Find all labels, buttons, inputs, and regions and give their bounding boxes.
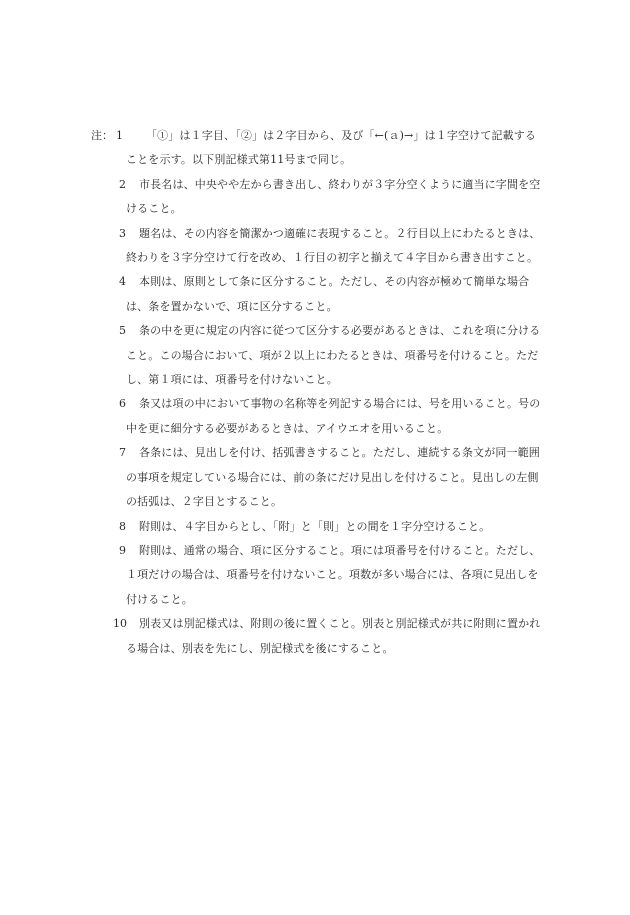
note-item [0, 515, 630, 539]
note-item [0, 319, 630, 392]
note-number: 4 [119, 275, 126, 289]
note-item [0, 539, 630, 612]
note-number: 1 [116, 129, 123, 142]
note-number: 8 [119, 519, 126, 533]
note-text: 題名は、その内容を簡潔かつ適確に表現すること。２行目以上にわたるときは、終わりを３字分空けて行を改め、１行目の初字と揃えて４字目から書き出すこと。 [126, 226, 541, 265]
note-item [0, 270, 630, 319]
notes-section [0, 124, 630, 661]
note-number: 2 [119, 177, 126, 191]
note-item [0, 124, 630, 173]
note-item [0, 173, 630, 222]
note-number: 9 [119, 543, 126, 557]
note-item [0, 612, 630, 661]
note-text: 附則は、４字目からとし、「附」と「則」との間を１字分空けること。 [139, 519, 491, 533]
note-item [0, 392, 630, 441]
notes-label: 注： [91, 129, 113, 142]
note-number: 6 [119, 397, 126, 411]
note-item [0, 441, 630, 514]
note-text: 条又は項の中において事物の名称等を列記する場合には、号を用いること。号の中を更に細分する必要があるときは、アイウエオを用いること。 [126, 397, 541, 435]
note-text: 条の中を更に規定の内容に従つて区分する必要があるときは、これを項に分けること。この場合において、項が２以上にわたるときは、項番号を付けること。ただし、第１項には、項番号を付けないこと。 [126, 324, 541, 387]
note-number: 5 [119, 324, 126, 338]
note-number: 3 [119, 226, 126, 240]
note-text: 附則は、通常の場合、項に区分すること。項には項番号を付けること。ただし、１項だけの場合は、項番号を付けないこと。項数が多い場合には、各項に見出しを付けること。 [126, 543, 541, 606]
note-number: 7 [119, 446, 126, 460]
note-text: 「①」は１字目、「②」は２字目から、及び「←(ａ)→」は１字空けて記載することを示す。以下別記様式第11号まで同じ。 [126, 129, 537, 167]
note-number: 10 [113, 617, 127, 631]
note-text: 本則は、原則として条に区分すること。ただし、その内容が極めて簡単な場合は、条を置かないで、項に区分すること。 [126, 275, 530, 313]
note-text: 別表又は別記様式は、附則の後に置くこと。別表と別記様式が共に附則に置かれる場合は、別表を先にし、別記様式を後にすること。 [126, 617, 541, 655]
note-item [0, 222, 630, 271]
note-text: 各条には、見出しを付け、括弧書きすること。ただし、連続する条文が同一範囲の事項を規定している場合には、前の条にだけ見出しを付けること。見出しの左側の括弧は、２字目とすること。 [126, 446, 540, 509]
note-text: 市長名は、中央やや左から書き出し、終わりが３字分空くように適当に字間を空けること。 [126, 177, 541, 216]
